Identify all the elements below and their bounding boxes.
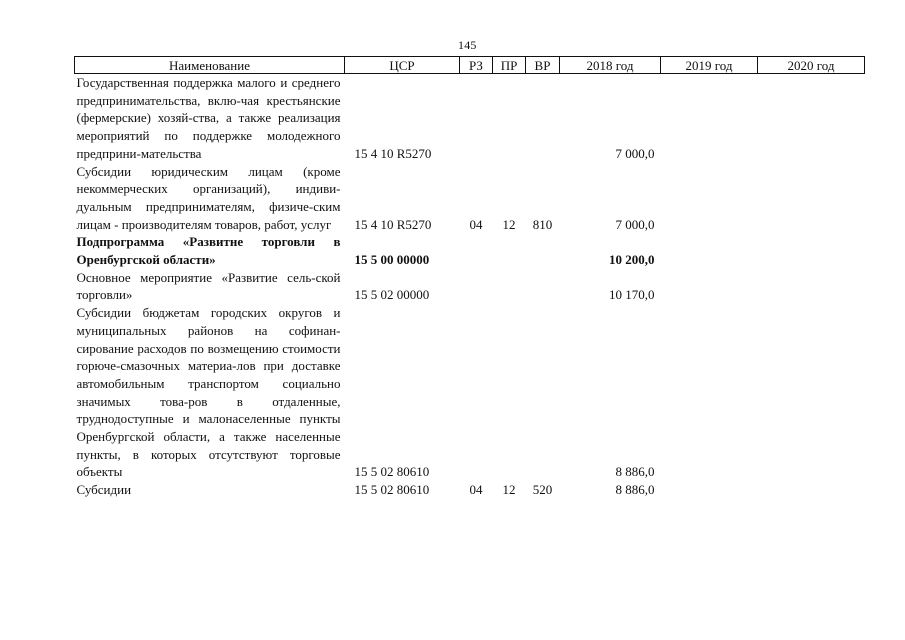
row-2020 [758, 304, 865, 481]
header-2019: 2019 год [661, 57, 758, 74]
row-rz [460, 304, 493, 481]
row-rz [460, 269, 493, 304]
header-vr: ВР [526, 57, 560, 74]
row-name: Субсидии юридическим лицам (кроме некоммерческих организаций), индиви-дуальным предпринимателям, физиче-ским лицам - производителям товаров, работ, услуг [76, 163, 341, 232]
header-rz: РЗ [460, 57, 493, 74]
row-2019 [661, 74, 758, 163]
row-2018: 7 000,0 [615, 145, 655, 161]
row-2020 [758, 74, 865, 163]
header-name: Наименование [75, 57, 345, 74]
row-2019 [661, 304, 758, 481]
row-pr [493, 269, 526, 304]
row-2018: 8 886,0 [615, 464, 655, 480]
row-rz: 04 [469, 482, 483, 498]
row-2019 [661, 163, 758, 234]
row-csr: 15 5 02 80610 [354, 464, 430, 480]
row-csr: 15 5 00 00000 [354, 252, 430, 268]
header-2018: 2018 год [560, 57, 661, 74]
row-2020 [758, 481, 865, 499]
row-vr [526, 233, 560, 268]
row-2020 [758, 233, 865, 268]
row-2018: 10 170,0 [609, 287, 655, 303]
row-vr [526, 304, 560, 481]
row-2020 [758, 163, 865, 234]
row-name: Подпрограмма «Развитне торговли в Оренбургской области» [76, 234, 341, 268]
budget-table [74, 56, 865, 499]
row-pr: 12 [502, 216, 516, 232]
table-row [75, 481, 865, 499]
row-vr: 810 [532, 216, 553, 232]
row-name: Субсидии [76, 482, 132, 498]
table-header-row [75, 57, 865, 74]
row-2018: 8 886,0 [615, 482, 655, 498]
row-2019 [661, 233, 758, 268]
row-csr: 15 4 10 R5270 [354, 216, 432, 232]
row-csr: 15 5 02 80610 [354, 482, 430, 498]
table-row [75, 304, 865, 481]
row-csr: 15 4 10 R5270 [354, 145, 432, 161]
row-pr [493, 233, 526, 268]
row-name: Основное мероприятие «Развитие сель-ской торговли» [76, 269, 341, 303]
table-row [75, 269, 865, 304]
row-rz [460, 74, 493, 163]
row-csr: 15 5 02 00000 [354, 287, 430, 303]
row-2018: 10 200,0 [609, 252, 655, 268]
table-row [75, 163, 865, 234]
row-rz [460, 233, 493, 268]
row-name: Субсидии бюджетам городских округов и муниципальных районов на софинан-сирование расходов по возмещению стоимости горюче-смазочных материа-лов при доставке автомобильным транспортом социально значимых това-ров в отдаленные, труднодоступные и малонаселенные пункты Оренбургской области, а также населенные пункты, в которых отсутствуют торговые объекты [76, 305, 341, 480]
page-number: 145 [458, 38, 477, 52]
row-2019 [661, 269, 758, 304]
header-pr: ПР [493, 57, 526, 74]
row-2018: 7 000,0 [615, 216, 655, 232]
row-pr [493, 74, 526, 163]
row-name: Государственная поддержка малого и среднего предпринимательства, вклю-чая крестьянские (фермерские) хозяй-ства, а также реализация мероприятий по поддержке молодежного предприни-мательства [76, 75, 341, 161]
row-pr [493, 304, 526, 481]
table-row [75, 233, 865, 268]
table-row [75, 74, 865, 163]
row-2020 [758, 269, 865, 304]
header-2020: 2020 год [758, 57, 865, 74]
row-2019 [661, 481, 758, 499]
header-csr: ЦСР [345, 57, 460, 74]
row-vr [526, 74, 560, 163]
row-vr: 520 [532, 482, 553, 498]
row-pr: 12 [502, 482, 516, 498]
row-vr [526, 269, 560, 304]
row-rz: 04 [469, 216, 483, 232]
